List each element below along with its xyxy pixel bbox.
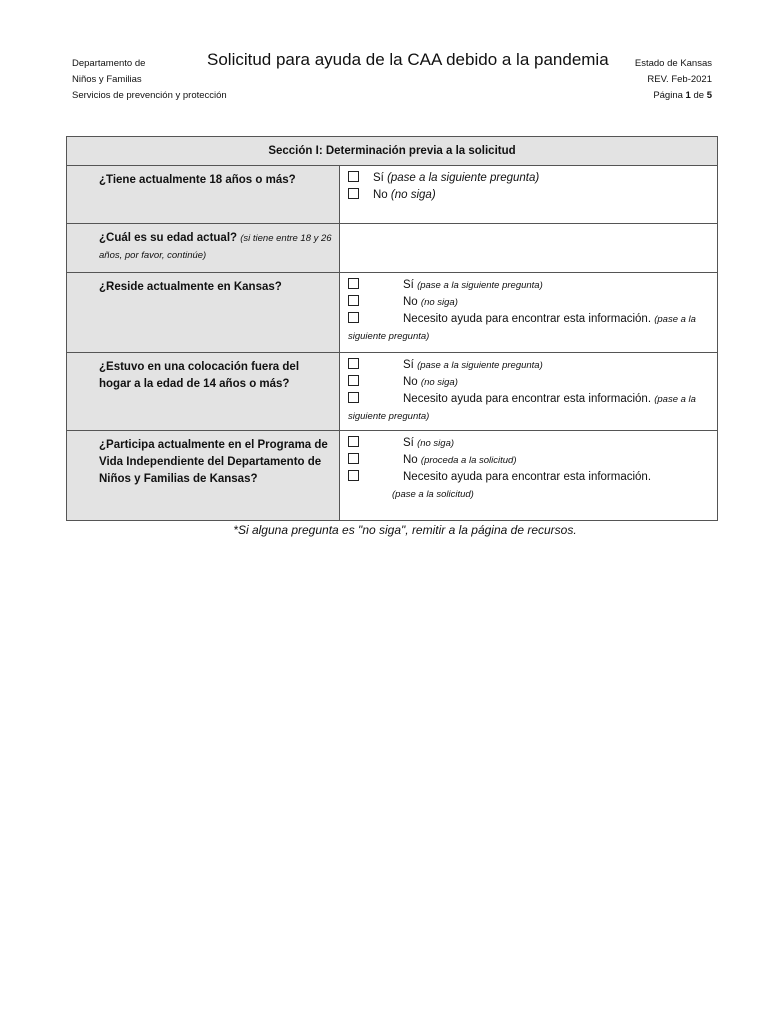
- option-yes[interactable]: Sí (pase a la siguiente pregunta): [348, 277, 711, 294]
- department-block: [72, 56, 227, 104]
- checkbox[interactable]: [348, 358, 359, 369]
- question-out-of-home: ¿Estuvo en una colocación fuera del hogar a la edad de 14 años o más?: [67, 353, 340, 431]
- option-no[interactable]: No (no siga): [348, 374, 711, 391]
- answer-out-of-home: [340, 353, 718, 431]
- section-table: [66, 136, 718, 521]
- dept-line-3: Servicios de prevención y protección: [72, 90, 227, 101]
- form-title: Solicitud para ayuda de la CAA debido a la pandemia: [207, 50, 609, 69]
- checkbox[interactable]: [348, 470, 359, 481]
- option-note-continued: siguiente pregunta): [348, 331, 430, 342]
- dept-line-2: Niños y Familias: [72, 74, 142, 85]
- option-note-continued: (pase a la solicitud): [392, 489, 474, 500]
- option-yes[interactable]: Sí (pase a la siguiente pregunta): [348, 357, 711, 374]
- option-no[interactable]: No (no siga): [348, 187, 711, 204]
- checkbox[interactable]: [348, 171, 359, 182]
- checkbox[interactable]: [348, 392, 359, 403]
- answer-current-age-field[interactable]: [340, 224, 718, 273]
- dept-line-1: Departamento de: [72, 58, 146, 69]
- section-title: Sección I: Determinación previa a la solicitud: [67, 137, 718, 166]
- option-need-help[interactable]: Necesito ayuda para encontrar esta información.: [348, 469, 711, 486]
- answer-independent-living: [340, 431, 718, 521]
- option-need-help[interactable]: Necesito ayuda para encontrar esta información. (pase a la: [348, 311, 711, 328]
- checkbox[interactable]: [348, 312, 359, 323]
- footnote: *Si alguna pregunta es "no siga", remitir a la página de recursos.: [233, 523, 577, 537]
- answer-age-18: [340, 166, 718, 224]
- question-reside-kansas: ¿Reside actualmente en Kansas?: [67, 273, 340, 353]
- answer-reside-kansas: [340, 273, 718, 353]
- option-yes[interactable]: Sí (no siga): [348, 435, 711, 452]
- revision-label: REV. Feb-2021: [647, 74, 712, 85]
- checkbox[interactable]: [348, 278, 359, 289]
- question-current-age: ¿Cuál es su edad actual? (si tiene entre 18 y 26 años, por favor, continúe): [67, 224, 340, 273]
- page-indicator: Página 1 de 5: [653, 90, 712, 101]
- question-independent-living: ¿Participa actualmente en el Programa de Vida Independiente del Departamento de Niños y Familias de Kansas?: [67, 431, 340, 521]
- checkbox[interactable]: [348, 375, 359, 386]
- option-no[interactable]: No (no siga): [348, 294, 711, 311]
- question-age-18: ¿Tiene actualmente 18 años o más?: [67, 166, 340, 224]
- option-note-continued: siguiente pregunta): [348, 411, 430, 422]
- option-yes[interactable]: Sí (pase a la siguiente pregunta): [348, 170, 711, 187]
- option-no[interactable]: No (proceda a la solicitud): [348, 452, 711, 469]
- checkbox[interactable]: [348, 436, 359, 447]
- form-meta: [635, 56, 712, 104]
- checkbox[interactable]: [348, 453, 359, 464]
- checkbox[interactable]: [348, 295, 359, 306]
- option-need-help[interactable]: Necesito ayuda para encontrar esta información. (pase a la: [348, 391, 711, 408]
- checkbox[interactable]: [348, 188, 359, 199]
- state-label: Estado de Kansas: [634, 58, 712, 69]
